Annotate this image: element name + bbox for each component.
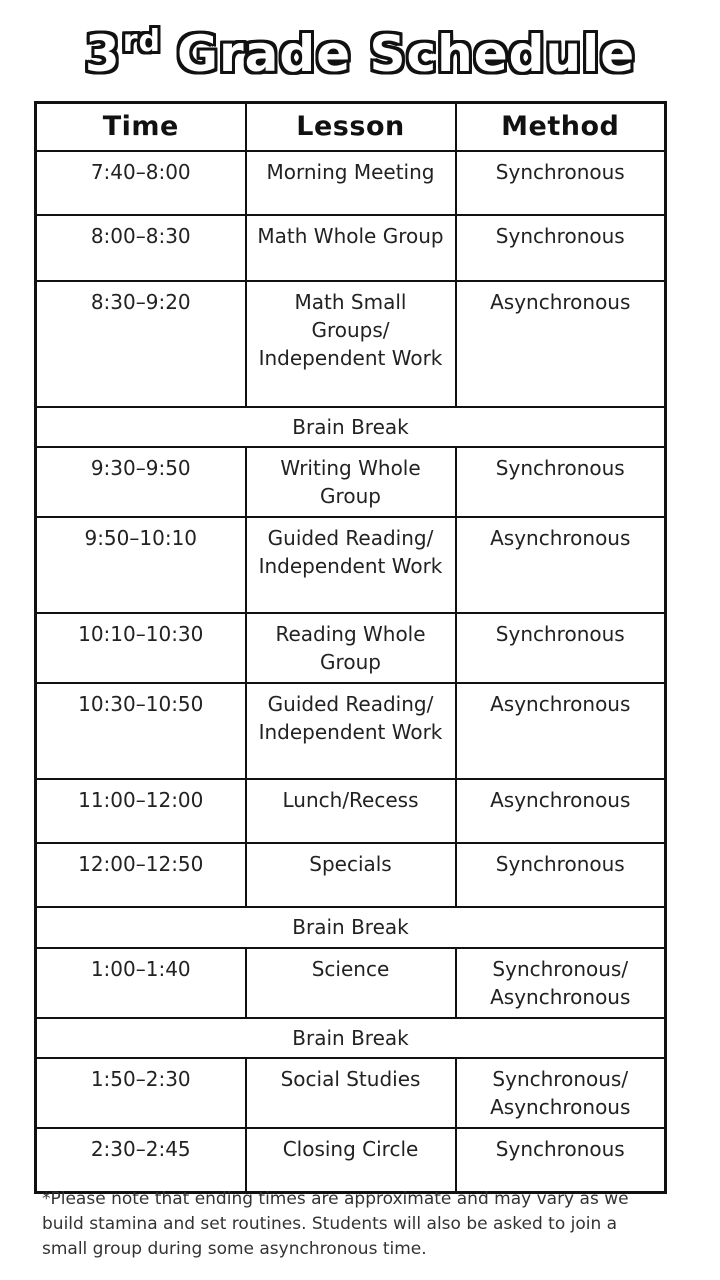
table-row xyxy=(36,683,666,779)
method-cell: Asynchronous xyxy=(456,517,666,613)
table-row xyxy=(36,517,666,613)
time-cell: 10:30–10:50 xyxy=(36,683,246,779)
table-header-row xyxy=(36,103,666,152)
method-cell: Asynchronous xyxy=(456,683,666,779)
lesson-cell: Science xyxy=(246,948,456,1018)
lesson-cell: Guided Reading/ Independent Work xyxy=(246,517,456,613)
lesson-cell: Morning Meeting xyxy=(246,151,456,215)
title-grade-suffix: rd xyxy=(122,24,161,59)
table-row xyxy=(36,1128,666,1192)
table-row xyxy=(36,281,666,407)
table-row xyxy=(36,1058,666,1128)
time-cell: 8:00–8:30 xyxy=(36,215,246,281)
table-row xyxy=(36,151,666,215)
table-row xyxy=(36,779,666,843)
method-cell: Synchronous xyxy=(456,447,666,517)
lesson-cell: Guided Reading/ Independent Work xyxy=(246,683,456,779)
brain-break-row xyxy=(36,907,666,948)
table-row xyxy=(36,215,666,281)
method-cell: Asynchronous xyxy=(456,281,666,407)
time-cell: 9:30–9:50 xyxy=(36,447,246,517)
time-cell: 1:50–2:30 xyxy=(36,1058,246,1128)
title-grade-number: 3 xyxy=(84,25,121,83)
table-row xyxy=(36,843,666,907)
method-cell: Synchronous xyxy=(456,215,666,281)
time-cell: 11:00–12:00 xyxy=(36,779,246,843)
time-cell: 10:10–10:30 xyxy=(36,613,246,683)
time-cell: 8:30–9:20 xyxy=(36,281,246,407)
method-cell: Asynchronous xyxy=(456,779,666,843)
time-cell: 12:00–12:50 xyxy=(36,843,246,907)
method-cell: Synchronous/ Asynchronous xyxy=(456,1058,666,1128)
time-cell: 9:50–10:10 xyxy=(36,517,246,613)
table-row xyxy=(36,613,666,683)
table-row xyxy=(36,948,666,1018)
method-cell: Synchronous xyxy=(456,151,666,215)
page-title xyxy=(0,14,720,94)
lesson-cell: Math Whole Group xyxy=(246,215,456,281)
schedule-table xyxy=(34,101,667,1194)
lesson-cell: Closing Circle xyxy=(246,1128,456,1192)
brain-break-cell: Brain Break xyxy=(36,907,666,948)
column-header-time: Time xyxy=(36,103,246,152)
brain-break-row xyxy=(36,1018,666,1058)
method-cell: Synchronous/ Asynchronous xyxy=(456,948,666,1018)
method-cell: Synchronous xyxy=(456,843,666,907)
table-row xyxy=(36,447,666,517)
time-cell: 7:40–8:00 xyxy=(36,151,246,215)
method-cell: Synchronous xyxy=(456,1128,666,1192)
footnote: *Please note that ending times are approximate and may vary as we build stamina and set routines. Students will also be asked to join a small group during some asynchronous time. xyxy=(42,1189,629,1259)
title-text: Grade Schedule xyxy=(176,25,636,83)
method-cell: Synchronous xyxy=(456,613,666,683)
column-header-lesson: Lesson xyxy=(246,103,456,152)
lesson-cell: Writing Whole Group xyxy=(246,447,456,517)
lesson-cell: Social Studies xyxy=(246,1058,456,1128)
lesson-cell: Math Small Groups/ Independent Work xyxy=(246,281,456,407)
brain-break-cell: Brain Break xyxy=(36,407,666,447)
brain-break-cell: Brain Break xyxy=(36,1018,666,1058)
lesson-cell: Lunch/Recess xyxy=(246,779,456,843)
column-header-method: Method xyxy=(456,103,666,152)
time-cell: 2:30–2:45 xyxy=(36,1128,246,1192)
brain-break-row xyxy=(36,407,666,447)
lesson-cell: Reading Whole Group xyxy=(246,613,456,683)
time-cell: 1:00–1:40 xyxy=(36,948,246,1018)
lesson-cell: Specials xyxy=(246,843,456,907)
